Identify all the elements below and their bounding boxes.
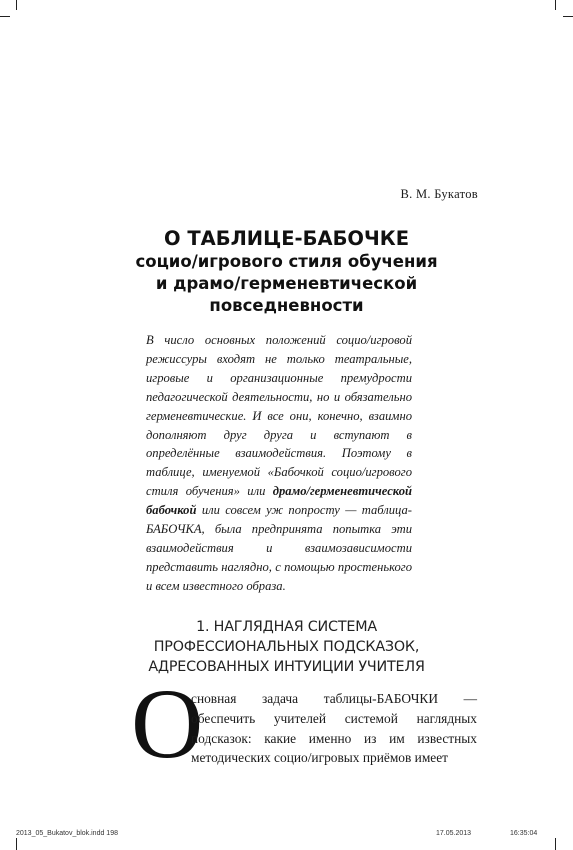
drop-cap: О [131, 668, 204, 779]
title-line-1: О ТАБЛИЦЕ-БАБОЧКЕ [163, 227, 410, 250]
abstract-text-end: или совсем уж попросту — таблица-БАБОЧКА, была предпринята попытка эти взаимодействия и взаимозависимости представить наглядно, с помощью простенького и всем известного образа. [146, 503, 412, 593]
body-paragraph: сновная задача таблицы-БАБОЧКИ — обеспечить учителей системой наглядных подсказок: какие именно из им известных методических социо/игровых приёмов имеет [191, 691, 477, 766]
crop-mark [555, 0, 556, 10]
crop-mark [555, 838, 556, 850]
crop-mark [16, 0, 17, 10]
abstract-text: В число основных положений социо/игровой режиссуры входят не только театральные, игровые и организационные премудрости педагогической деятельности, но и обязательно герменевтические. И все они, конечно, взаимно дополняют друг друга и вступают в определённые взаимодействия. Поэтому в таблице, именуемой «Бабочкой социо/игрового стиля обучения» или [146, 333, 412, 499]
crop-mark [16, 838, 17, 850]
crop-mark [563, 16, 573, 17]
title-line-2: социо/игрового стиля обучения [135, 252, 438, 271]
article-title [80, 226, 493, 317]
title-line-4: повседневности [209, 296, 364, 315]
abstract-bold-term: драмо/герменевтической бабочкой [146, 484, 412, 518]
section-line-3: АДРЕСОВАННЫХ ИНТУИЦИИ УЧИТЕЛЯ [148, 659, 425, 675]
abstract [146, 331, 412, 596]
title-line-3: и драмо/герменевтической [155, 274, 418, 293]
section-line-2: ПРОФЕССИОНАЛЬНЫХ ПОДСКАЗОК, [153, 639, 420, 655]
footer-time: 16:35:04 [510, 830, 538, 837]
footer-date: 17.05.2013 [436, 830, 472, 837]
section-line-1: 1. НАГЛЯДНАЯ СИСТЕМА [196, 619, 377, 635]
crop-mark [0, 16, 10, 17]
footer-filename: 2013_05_Bukatov_blok.indd 198 [16, 830, 118, 837]
running-head-author: В. М. Букатов [400, 187, 478, 201]
